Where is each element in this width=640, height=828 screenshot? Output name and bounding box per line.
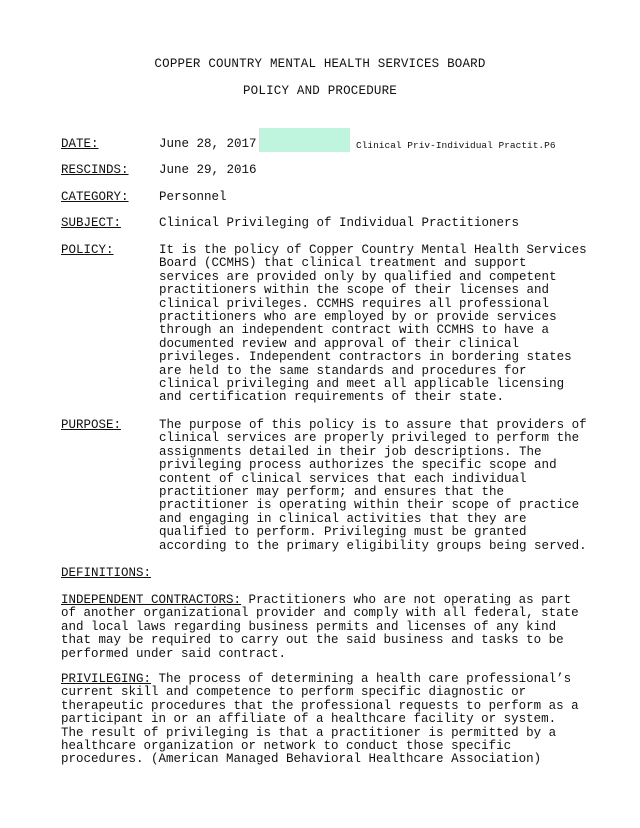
date-value: June 28, 2017 (159, 137, 257, 151)
category-label: CATEGORY: (61, 190, 129, 204)
definitions-heading: DEFINITIONS: (61, 566, 152, 580)
doc-code: Clinical Priv-Individual Practit.P6 (356, 140, 556, 151)
policy-label: POLICY: (61, 243, 114, 257)
subject-value: Clinical Privileging of Individual Practitioners (159, 216, 520, 230)
independent-contractors-text: Practitioners who are not operating as part of another organizational provider and comply with all federal, state and local laws regarding business permits and licenses of any kind that may be required to carry out the said business and tasks to be performed under said contract. (61, 593, 579, 661)
subject-label: SUBJECT: (61, 216, 122, 230)
privileging-definition (61, 673, 591, 767)
policy-text: It is the policy of Copper Country Mental Health Services Board (CCMHS) that clinical treatment and support services are provided only by qualified and competent practitioners within the scope of their licenses and clinical privileges. CCMHS requires all professional practitioners who are employed by or provide services through an independent contract with CCMHS to have a documented review and approval of their clinical privileges. Independent contractors in bordering states are held to the same standards and procedures for clinical privileging and meet all applicable licensing and certification requirements of their state. (159, 243, 587, 405)
purpose-label: PURPOSE: (61, 418, 122, 432)
purpose-text: The purpose of this policy is to assure that providers of clinical services are properly privileged to perform the assignments detailed in their job descriptions. The privileging process authorizes the specific scope and content of clinical services that each individual practitioner may perform; and ensures that the practitioner is operating within their scope of practice and engaging in clinical activities that they are qualified to perform. Privileging must be granted according to the primary eligibility groups being served. (159, 418, 587, 553)
independent-contractors-term: INDEPENDENT CONTRACTORS: (61, 593, 242, 607)
category-value: Personnel (159, 190, 227, 204)
rescinds-label: RESCINDS: (61, 163, 129, 177)
org-title: COPPER COUNTRY MENTAL HEALTH SERVICES BOARD (154, 57, 486, 71)
date-label: DATE: (61, 137, 99, 151)
independent-contractors-definition (61, 594, 591, 661)
privileging-term: PRIVILEGING: (61, 672, 152, 686)
rescinds-value: June 29, 2016 (159, 163, 257, 177)
privileging-text: The process of determining a health care professional’s current skill and competence to perform specific diagnostic or therapeutic procedures that the professional requests to perform as a participant in or an affiliate of a healthcare facility or system. The result of privileging is that a practitioner is permitted by a healthcare organization or network to conduct those specific procedures. (American Managed Behavioral Healthcare Association) (61, 672, 579, 767)
doc-type-title: POLICY AND PROCEDURE (242, 84, 398, 98)
